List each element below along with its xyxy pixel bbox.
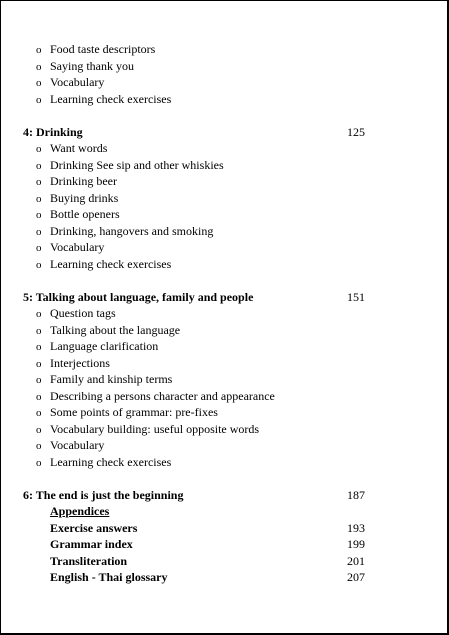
appendices-heading: Appendices [50,504,110,518]
list-item: o Bottle openers [1,206,447,223]
list-item: o Vocabulary [1,74,447,91]
bullet-icon: o [36,341,42,353]
bullet-icon: o [36,374,42,386]
appendix-entry: Exercise answers 193 [50,520,365,535]
bullet-icon: o [36,192,42,205]
appendix-entry: English - Thai glossary 207 [50,570,365,584]
list-item: o Saying thank you [1,58,447,75]
bullet-icon: o [36,60,42,73]
bullet-icon: o [36,93,42,106]
chapter-title: 6: The end is just the beginning [23,487,184,502]
list-item: o Family and kinship terms [1,371,447,388]
list-item: o Learning check exercises [1,256,447,273]
chapter-5 [1,289,447,471]
list-item: o Learning check exercises [1,91,447,108]
chapter-title: 4: Drinking [23,124,83,139]
list-item: o Want words [1,140,447,157]
chapter-page-number: 187 [347,487,365,502]
bullet-icon: o [36,407,42,419]
list-item: o Food taste descriptors [1,41,447,58]
appendix-page-number: 193 [347,520,365,535]
bullet-icon: o [36,440,42,452]
bullet-icon: o [36,159,42,172]
list-item: o Drinking, hangovers and smoking [1,223,447,240]
bullet-icon: o [36,44,42,56]
bullet-icon: o [36,77,42,89]
bullet-icon: o [36,357,42,370]
list-item: o Vocabulary building: useful opposite words [1,421,447,438]
list-item: o Vocabulary [1,239,447,256]
chapter-heading [1,487,447,504]
list-item: o Question tags [1,305,447,322]
chapter-page-number: 125 [347,124,365,139]
bullet-icon: o [36,308,42,320]
list-item: o Some points of grammar: pre-fixes [1,404,447,421]
table-of-contents [1,41,447,586]
list-item: o Interjections [1,355,447,372]
appendix-entry: Grammar index 199 [50,537,365,551]
appendix-page-number: 201 [347,553,365,568]
bullet-icon: o [36,176,42,188]
bullet-icon: o [36,324,42,337]
chapter-title: 5: Talking about language, family and people [23,289,254,304]
list-item: o Drinking See sip and other whiskies [1,157,447,174]
list-item: o Describing a persons character and appearance [1,388,447,405]
chapter-page-number: 151 [347,289,365,304]
bullet-icon: o [36,143,42,155]
appendix-entry: Transliteration 201 [50,553,365,568]
bullet-icon: o [36,423,42,436]
list-item: o Buying drinks [1,190,447,207]
bullet-icon: o [36,209,42,221]
appendix-page-number: 207 [347,570,365,584]
list-item: o Talking about the language [1,322,447,339]
bullet-icon: o [36,390,42,403]
chapter-heading [1,289,447,306]
bullet-icon: o [36,242,42,254]
list-item: o Learning check exercises [1,454,447,471]
top-item-list [1,41,447,107]
list-item: o Language clarification [1,338,447,355]
bullet-icon: o [36,258,42,271]
chapter-6 [1,487,447,586]
appendix-page-number: 199 [347,537,365,551]
chapter-heading [1,124,447,141]
list-item: o Drinking beer [1,173,447,190]
chapter-4 [1,124,447,273]
bullet-icon: o [36,225,42,238]
bullet-icon: o [36,456,42,469]
list-item: o Vocabulary [1,437,447,454]
